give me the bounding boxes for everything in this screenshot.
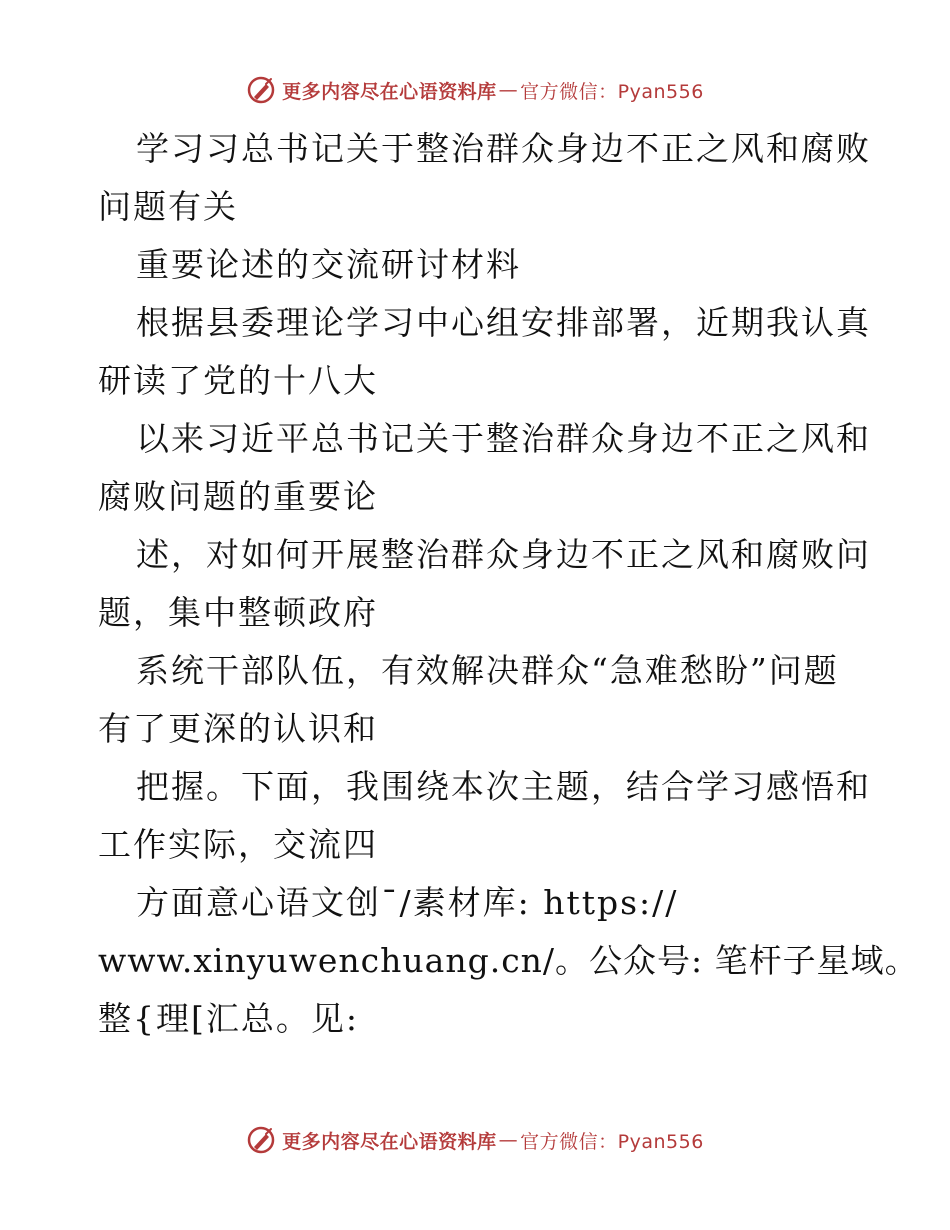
watermark-brand: 更多内容尽在心语资料库 <box>282 1130 497 1153</box>
doc-line: 重要论述的交流研讨材料 <box>136 245 521 284</box>
doc-line: 把握。下面，我围绕本次主题，结合学习感悟和 <box>136 767 871 806</box>
document-body <box>98 120 919 1048</box>
doc-line: 方面意心语文创¯/素材库: https:// <box>136 883 679 922</box>
doc-line: 题，集中整顿政府 <box>98 593 378 632</box>
doc-line: 整{理[汇总。见: <box>98 999 359 1038</box>
doc-line: 研读了党的十八大 <box>98 361 378 400</box>
footer-watermark <box>0 1120 950 1160</box>
doc-line: 系统干部队伍，有效解决群众“急难愁盼”问题 <box>136 651 839 690</box>
quill-logo-icon <box>246 1125 276 1155</box>
watermark-official: 官方微信：Pyan556 <box>520 80 704 103</box>
header-watermark <box>0 70 950 110</box>
watermark-separator: — <box>498 79 519 101</box>
watermark-separator: — <box>498 1129 519 1151</box>
doc-line: 以来习近平总书记关于整治群众身边不正之风和 <box>136 419 871 458</box>
doc-line: 根据县委理论学习中心组安排部署，近期我认真 <box>136 303 871 342</box>
doc-line: 腐败问题的重要论 <box>98 477 378 516</box>
doc-line: 学习习总书记关于整治群众身边不正之风和腐败 <box>136 129 871 168</box>
watermark-official: 官方微信：Pyan556 <box>520 1130 704 1153</box>
doc-line: 述，对如何开展整治群众身边不正之风和腐败问 <box>136 535 871 574</box>
watermark-brand: 更多内容尽在心语资料库 <box>282 80 497 103</box>
doc-line: 问题有关 <box>98 187 238 226</box>
doc-line: 工作实际，交流四 <box>98 825 378 864</box>
quill-logo-icon <box>246 75 276 105</box>
doc-line: www.xinyuwenchuang.cn/。公众号: 笔杆子星域。 <box>98 941 919 980</box>
doc-line: 有了更深的认识和 <box>98 709 378 748</box>
